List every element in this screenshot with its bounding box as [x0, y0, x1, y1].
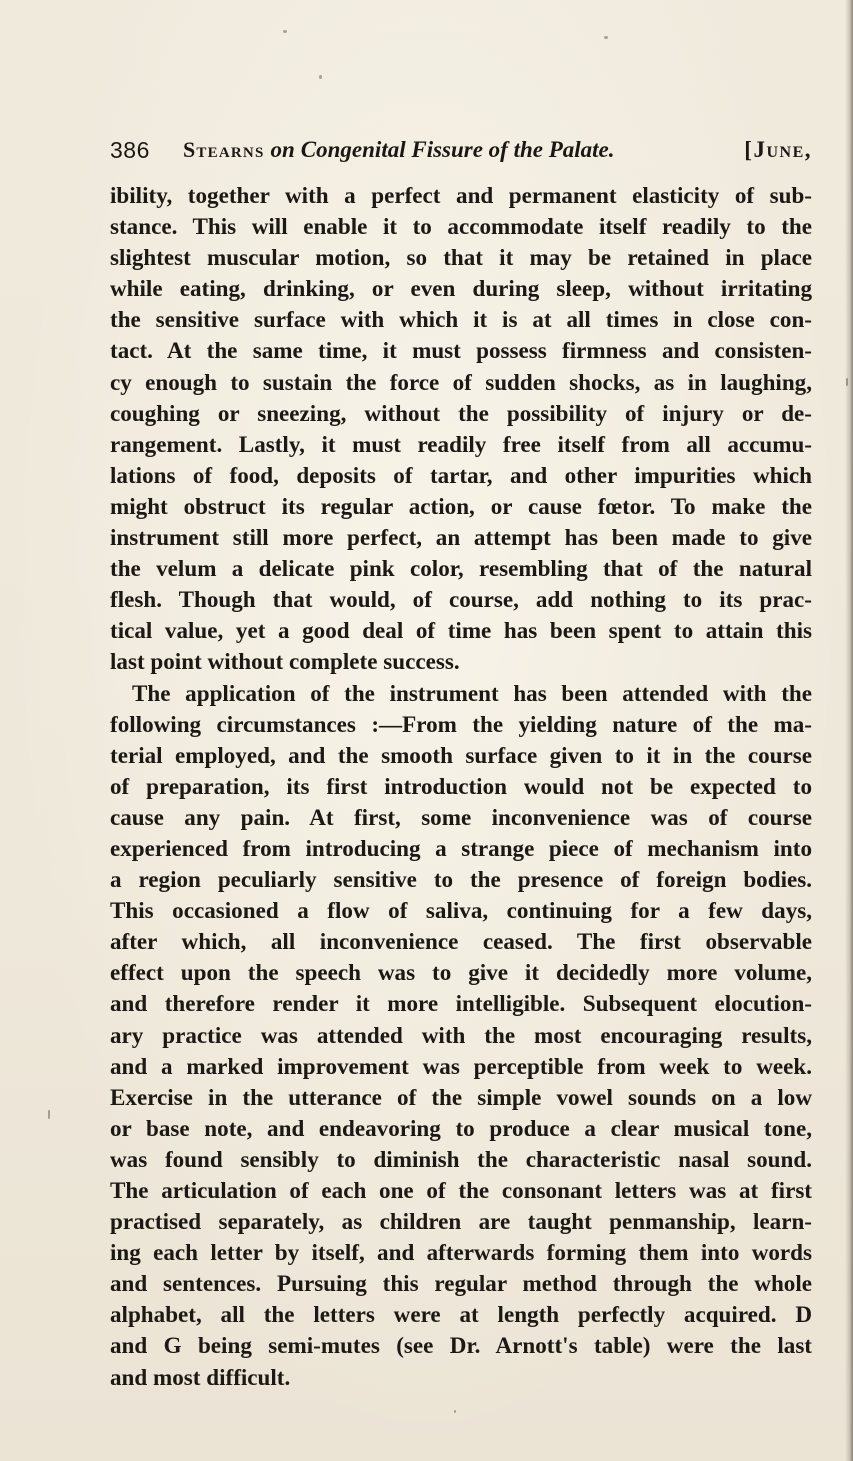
text-line: while eating, drinking, or even during sleep, without irritating — [110, 275, 812, 302]
text-line: the velum a delicate pink color, resembling that of the natural — [110, 555, 812, 582]
text-line: The articulation of each one of the consonant letters was at first — [110, 1177, 812, 1203]
paper-speck — [454, 1410, 456, 1413]
text-line: following circumstances :—From the yielding nature of the ma- — [110, 710, 812, 737]
paragraph-end-line: and most difficult. — [110, 1363, 291, 1390]
text-line: effect upon the speech was to give it decidedly more volume, — [110, 959, 812, 986]
text-line: flesh. Though that would, of course, add nothing to its prac- — [110, 586, 812, 613]
running-header — [110, 133, 812, 167]
text-line: the sensitive surface with which it is at all times in close con- — [110, 306, 812, 333]
text-line: slightest muscular motion, so that it may be retained in place — [110, 244, 812, 271]
paragraph-first-line: The application of the instrument has been attended with the — [132, 679, 812, 706]
paragraph-end-line: last point without complete success. — [110, 648, 460, 675]
text-line: after which, all inconvenience ceased. The first observable — [110, 928, 812, 955]
paper-speck — [283, 30, 287, 33]
text-line: of preparation, its first introduction would not be expected to — [110, 772, 812, 799]
paper-speck — [604, 36, 608, 39]
page-number: 386 — [110, 137, 150, 163]
body-text — [110, 180, 812, 1393]
text-line: tact. At the same time, it must possess firmness and consisten- — [110, 337, 812, 364]
text-line: tical value, yet a good deal of time has been spent to attain this — [110, 617, 812, 644]
text-line: and G being semi-mutes (see Dr. Arnott's table) were the last — [110, 1332, 812, 1359]
paper-speck — [319, 75, 322, 79]
page-edge-shadow — [845, 0, 853, 1461]
text-line: rangement. Lastly, it must readily free itself from all accumu- — [110, 430, 812, 457]
text-line: Exercise in the utterance of the simple vowel sounds on a low — [110, 1083, 812, 1110]
text-line: lations of food, deposits of tartar, and other impurities which — [110, 461, 812, 488]
text-line: stance. This will enable it to accommodate itself readily to the — [110, 213, 812, 240]
text-line: This occasioned a flow of saliva, continuing for a few days, — [110, 897, 812, 924]
text-line: experienced from introducing a strange piece of mechanism into — [110, 834, 812, 861]
text-line: practised separately, as children are taught penmanship, learn- — [110, 1208, 812, 1235]
text-line: coughing or sneezing, without the possibility of injury or de- — [110, 399, 812, 426]
running-title — [183, 133, 615, 167]
text-line: or base note, and endeavoring to produce a clear musical tone, — [110, 1114, 812, 1141]
text-line: cause any pain. At first, some inconvenience was of course — [110, 803, 812, 830]
text-line: ing each letter by itself, and afterwards forming them into words — [110, 1239, 812, 1266]
header-title: Congenital Fissure of the Palate. — [300, 137, 615, 162]
text-line: ibility, together with a perfect and permanent elasticity of sub- — [110, 182, 812, 208]
text-line: ary practice was attended with the most encouraging results, — [110, 1021, 812, 1048]
text-line: was found sensibly to diminish the characteristic nasal sound. — [110, 1145, 812, 1172]
paper-speck — [48, 1110, 50, 1119]
text-line: and a marked improvement was perceptible from week to week. — [110, 1052, 812, 1079]
header-connector: on — [270, 137, 295, 162]
header-author: Stearns — [183, 137, 265, 162]
text-line: might obstruct its regular action, or cause fœtor. To make the — [110, 492, 812, 519]
header-month: [June, — [744, 137, 812, 162]
text-line: alphabet, all the letters were at length perfectly acquired. D — [110, 1301, 812, 1328]
text-line: instrument still more perfect, an attempt has been made to give — [110, 524, 812, 551]
text-line: and sentences. Pursuing this regular method through the whole — [110, 1270, 812, 1297]
text-line: and therefore render it more intelligible. Subsequent elocution- — [110, 990, 812, 1017]
text-line: terial employed, and the smooth surface given to it in the course — [110, 741, 812, 768]
text-line: cy enough to sustain the force of sudden shocks, as in laughing, — [110, 368, 812, 395]
text-line: a region peculiarly sensitive to the presence of foreign bodies. — [110, 866, 812, 893]
